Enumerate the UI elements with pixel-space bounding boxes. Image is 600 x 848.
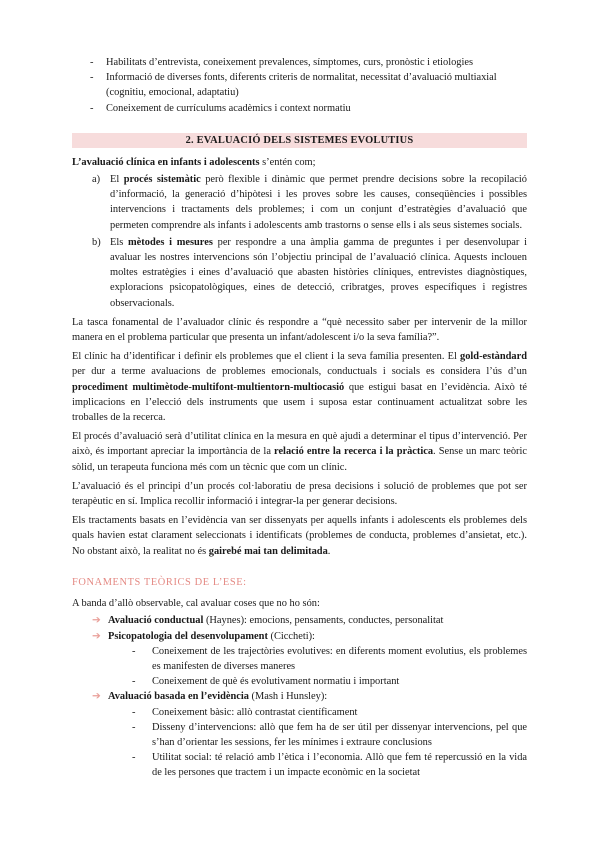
- list-item: - Coneixement de què és evolutivament normatiu i important: [72, 674, 527, 689]
- paragraph-task: La tasca fonamental de l’avaluador clínic és respondre a “què necessito saber per intervenir de la millor manera en el problema particular que presenta un infant/adolescent i/o la seva família?”.: [72, 316, 527, 344]
- page-content: [72, 55, 527, 781]
- subheading: FONAMENTS TEÒRICS DE L’ESE:: [72, 576, 247, 588]
- arrow-right-icon: ➔: [92, 630, 101, 642]
- paragraph-observable: A banda d’allò observable, cal avaluar coses que no ho són:: [72, 598, 320, 610]
- paragraph-collaborative: L’avaluació és el principi d’un procés col·laboratiu de presa decisions i solució de problemes que pot ser terapèutic en sí. Implica recollir informació i integrar-la per generar decisions.: [72, 480, 527, 508]
- list-item: - Disseny d’intervencions: allò que fem ha de ser útil per dissenyar intervencions, pel que s’han d’orientar les sessions, fer les mínimes i extraure conclusions: [72, 720, 527, 750]
- intro-bullet-list: [72, 55, 527, 116]
- list-item: ➔ Avaluació basada en l’evidència (Mash i Hunsley):: [72, 689, 527, 704]
- dash-icon: -: [132, 676, 136, 688]
- paragraph-treatments: Els tractaments basats en l’evidència van ser dissenyats per aquells infants i adolescents els problemes dels quals havien estat clarament seleccionats i identificats (problemes de conducta, problemes d’ansietat, etc.). No obstant això, la realitat no és gairebé mai tan delimitada.: [72, 515, 527, 557]
- arrow-right-icon: ➔: [92, 615, 101, 627]
- dash-icon: -: [90, 102, 94, 114]
- paragraph-gold-standard: El clínic ha d’identificar i definir els problemes que el client i la seva família presenten. El gold-estàndard per dur a terme avaluacions de problemes emocionals, conductuals i socials es considera l’ús d’un procediment multimètode-multifont-multientorn-multiocasió que estigui basat en l’evidència. Això té implicacions en l’elecció dels instruments que usem i suposa estar continuament actualitzat sobre les troballes de la recerca.: [72, 351, 528, 424]
- list-item: - Coneixement de currículums acadèmics i context normatiu: [72, 101, 527, 116]
- list-item: a) El procés sistemàtic però flexible i dinàmic que permet prendre decisions sobre la recopilació d’informació, la generació d’hipòtesi i les proves sobre les causes, conseqüències i possibles intervencions i tractaments dels problemes; i com un conjunt d’estratègies d’avaluació que permeten comprendre als infants i adolescents amb trastorns o sense ells i als seus sistemes socials.: [92, 174, 527, 231]
- list-item: - Habilitats d’entrevista, coneixement prevalences, símptomes, curs, pronòstic i etiologies: [72, 55, 527, 70]
- list-item: - Utilitat social: té relació amb l’ètica i l’economia. Allò que fem té repercussió en la vida de les persones que tractem i un impacte econòmic en la societat: [72, 750, 527, 780]
- dash-icon: -: [132, 721, 136, 733]
- list-item: b) Els mètodes i mesures per respondre a una àmplia gamma de preguntes i per desenvolupar i avaluar les nostres intervencions són l’objectiu principal de l’avaluació clínica. Aquests inclouen moltes estratègies i eines d’avaluació que abasten històries clíniques, entrevistes diagnòstiques, exploracions psicopatològiques, eines de detecció, cribratges, proves específiques i registres observacionals.: [92, 236, 527, 309]
- list-item: - Coneixement bàsic: allò contrastat científicament: [72, 705, 527, 720]
- list-item: ➔ Psicopatologia del desenvolupament (Ciccheti):: [72, 629, 527, 644]
- list-item: - Informació de diverses fonts, diferents criteris de normalitat, necessitat d’avaluació multiaxial (cognitiu, emocional, adaptatiu): [72, 70, 527, 100]
- section-title: 2. EVALUACIÓ DELS SISTEMES EVOLUTIUS: [72, 133, 527, 148]
- definition-paragraph: L’avaluació clínica en infants i adolescents s’entén com;: [72, 156, 316, 168]
- dash-icon: -: [132, 645, 136, 657]
- dash-icon: -: [90, 72, 94, 84]
- list-item: ➔ Avaluació conductual (Haynes): emocions, pensaments, conductes, personalitat: [72, 613, 527, 628]
- paragraph-research-practice: El procés d’avaluació serà d’utilitat clínica en la mesura en què ajudi a determinar el tipus d’intervenció. Per això, és important apreciar la importància de la relació entre la recerca i la pràctica. Sense un marc teòric sòlid, un terapeuta funciona més com un tècnic que com un clínic.: [72, 431, 527, 473]
- dash-icon: -: [132, 706, 136, 718]
- dash-icon: -: [90, 57, 94, 68]
- arrow-right-icon: ➔: [92, 691, 101, 703]
- list-item: - Coneixement de les trajectòries evolutives: en diferents moment evolutius, els problemes es manifesten de diverses maneres: [72, 644, 527, 674]
- dash-icon: -: [132, 752, 136, 764]
